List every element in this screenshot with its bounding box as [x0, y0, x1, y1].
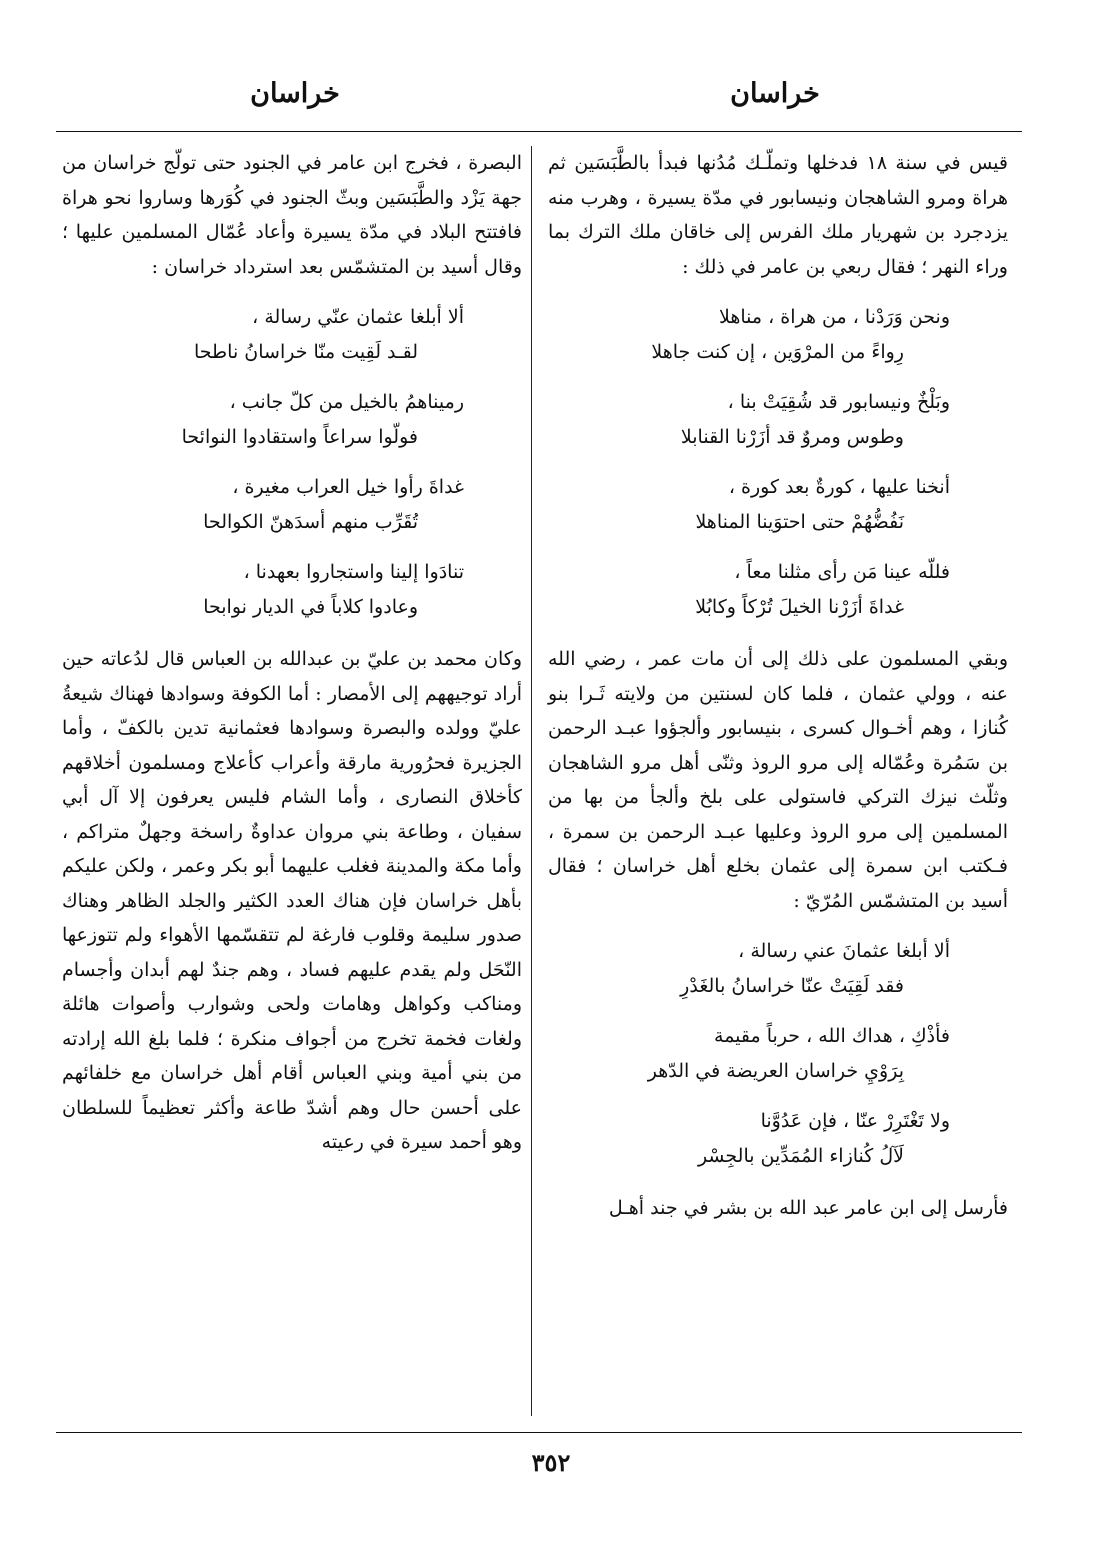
- poem-couplet: [548, 1019, 1008, 1088]
- verse-first-hemistich: أنخنا عليها ، كورةٌ بعد كورة ،: [728, 476, 950, 498]
- verse-first-hemistich: ولا تَغْتَرِرْ عنّا ، فإن عَدُوَّنا: [760, 1110, 950, 1132]
- verse-first-hemistich: وبَلْخٌ ونيسابور قد شُقِيَتْ بنا ،: [727, 391, 950, 413]
- paragraph: وبقي المسلمون على ذلك إلى أن مات عمر ، رضي الله عنه ، وولي عثمان ، فلما كان لسنتين من ولايته ثَـرا بنو كُنازا ، وهم أخـوال كسرى ، بنيسابور وألجؤوا عبـد الرحمن بن سَمُرة وعُمّاله إلى مرو الروذ وثنّى أهل مرو الشاهجان وثلّث نيزك التركي فاستولى على بلخ وألجأ من بها من المسلمين إلى مرو الروذ وعليها عبـد الرحمن بن سمرة ، فـكتب ابن سمرة إلى عثمان بخلع أهل خراسان ؛ فقال أسيد بن المتشمّس المُرّيّ :: [548, 648, 1008, 912]
- poem-couplet: [548, 385, 1008, 454]
- page-number: ٣٥٢: [531, 1448, 571, 1477]
- verse-first-hemistich: فأذْكِ ، هداك الله ، حرباً مقيمة: [714, 1025, 950, 1047]
- paragraph: فأرسل إلى ابن عامر عبد الله بن بشر في جند أهـل: [608, 1197, 1008, 1219]
- paragraph: وكان محمد بن عليّ بن عبدالله بن العباس قال لدُعاته حين أراد توجيههم إلى الأمصار : أما الكوفة وسوادها فهناك شيعةُ عليّ وولده والبصرة وسوادها فعثمانية تدين بالكفّ ، وأما الجزيرة فحرُورية مارقة وأعراب كأعلاج ومسلمون أخلاقهم كأخلاق النصارى ، وأما الشام فليس يعرفون إلا آل أبي سفيان ، وطاعة بني مروان عداوةٌ راسخة وجهلٌ متراكم ، وأما مكة والمدينة فغلب عليهما أبو بكر وعمر ، ولكن عليكم بأهل خراسان فإن هناك العدد الكثير والجلد الظاهر وهناك صدور سليمة وقلوب فارغة لم تتقسّمها الأهواء ولم تتوزعها النّحَل ولم يقدم عليهم فساد ، وهم جندٌ لهم أبدان وأجسام ومناكب وكواهل وهامات ولحى وشوارب وأصوات هائلة ولغات فخمة تخرج من أجواف منكرة ؛ فلما بلغ الله إرادته من بني أمية وبني العباس أقام أهل خراسان مع خلفائهم على أحسن حال وهم أشدّ طاعة وأكثر تعظيماً للسلطان وهو أحمد سيرة في رعيته: [62, 648, 522, 1153]
- verse-second-hemistich: بِرَوْيِ خراسان العريضة في الدّهر: [647, 1059, 904, 1082]
- poem-couplet: [548, 934, 1008, 1003]
- poem-couplet: [62, 470, 522, 539]
- poem-couplet: [62, 300, 522, 369]
- verse-second-hemistich: وطوس ومروٌ قد أزَرْنا القنابلا: [680, 425, 904, 448]
- verse-second-hemistich: لَآلُ كُنازاء المُمَدِّين بالجِسْر: [697, 1144, 904, 1167]
- paragraph: قيس في سنة ١٨ فدخلها وتملّـك مُدُنها فبدأ بالطَّبَسَين ثم هراة ومرو الشاهجان ونيسابور في مدّة يسيرة ، وهرب منه يزدجرد بن شهريار ملك الفرس إلى خاقان ملك الترك بما وراء النهر ؛ فقال ربعي بن عامر في ذلك :: [548, 152, 1008, 278]
- poem-couplet: [548, 1104, 1008, 1173]
- verse-second-hemistich: غداةَ أزَرْنا الخيلَ تُرْكاً وكابُلا: [695, 595, 904, 618]
- poem-couplet: [62, 555, 522, 624]
- paragraph: البصرة ، فخرج ابن عامر في الجنود حتى تولّج خراسان من جهة يَزْد والطَّبَسَين وبثّ الجنود في كُوَرها وساروا نحو هراة فافتتح البلاد في مدّة يسيرة وأعاد عُمّال المسلمين عليها ؛ وقال أسيد بن المتشمّس بعد استرداد خراسان :: [62, 152, 522, 278]
- verse-first-hemistich: رميناهمُ بالخيل من كلّ جانب ،: [229, 391, 464, 413]
- poem: [548, 934, 1008, 1173]
- poem-couplet: [548, 555, 1008, 624]
- verse-first-hemistich: غداةَ رأوا خيل العراب مغيرة ،: [232, 476, 464, 498]
- poem-couplet: [548, 300, 1008, 369]
- poem-couplet: [548, 470, 1008, 539]
- verse-second-hemistich: فقد لَقِيَتْ عنّا خراسانُ بالغَدْرِ: [680, 974, 904, 997]
- poem: [548, 300, 1008, 624]
- verse-second-hemistich: وعادوا كلاباً في الديار نوابحا: [203, 595, 418, 618]
- running-header-left: خراسان: [250, 78, 340, 109]
- column-divider: [531, 146, 532, 1416]
- verse-second-hemistich: رِواءً من المرْوَين ، إن كنت جاهلا: [651, 340, 904, 363]
- footer-rule: [56, 1432, 1022, 1433]
- verse-second-hemistich: لقـد لَقِيت منّا خراسانُ ناطحا: [193, 340, 418, 363]
- verse-first-hemistich: فللّه عينا مَن رأى مثلنا معاً ،: [734, 561, 950, 583]
- running-header-right: خراسان: [730, 78, 820, 109]
- verse-first-hemistich: ألا أبلغا عثمان عنّي رسالة ،: [252, 306, 464, 328]
- header-rule: [56, 131, 1022, 132]
- poem-couplet: [62, 385, 522, 454]
- verse-second-hemistich: نَفُضُّهُمْ حتى احتوَينا المناهلا: [695, 510, 904, 533]
- verse-second-hemistich: تُقَرِّب منهم أسدَهنّ الكوالحا: [203, 510, 418, 533]
- right-column: [548, 146, 1008, 1226]
- poem: [62, 300, 522, 624]
- left-column: [62, 146, 522, 1160]
- verse-second-hemistich: فولّوا سراعاً واستقادوا النوائحا: [181, 425, 418, 448]
- verse-first-hemistich: تنادَوا إلينا واستجاروا بعهدنا ،: [243, 561, 464, 583]
- verse-first-hemistich: ونحن وَرَدْنا ، من هراة ، مناهلا: [718, 306, 950, 328]
- verse-first-hemistich: ألا أبلغا عثمانَ عني رسالة ،: [738, 940, 950, 962]
